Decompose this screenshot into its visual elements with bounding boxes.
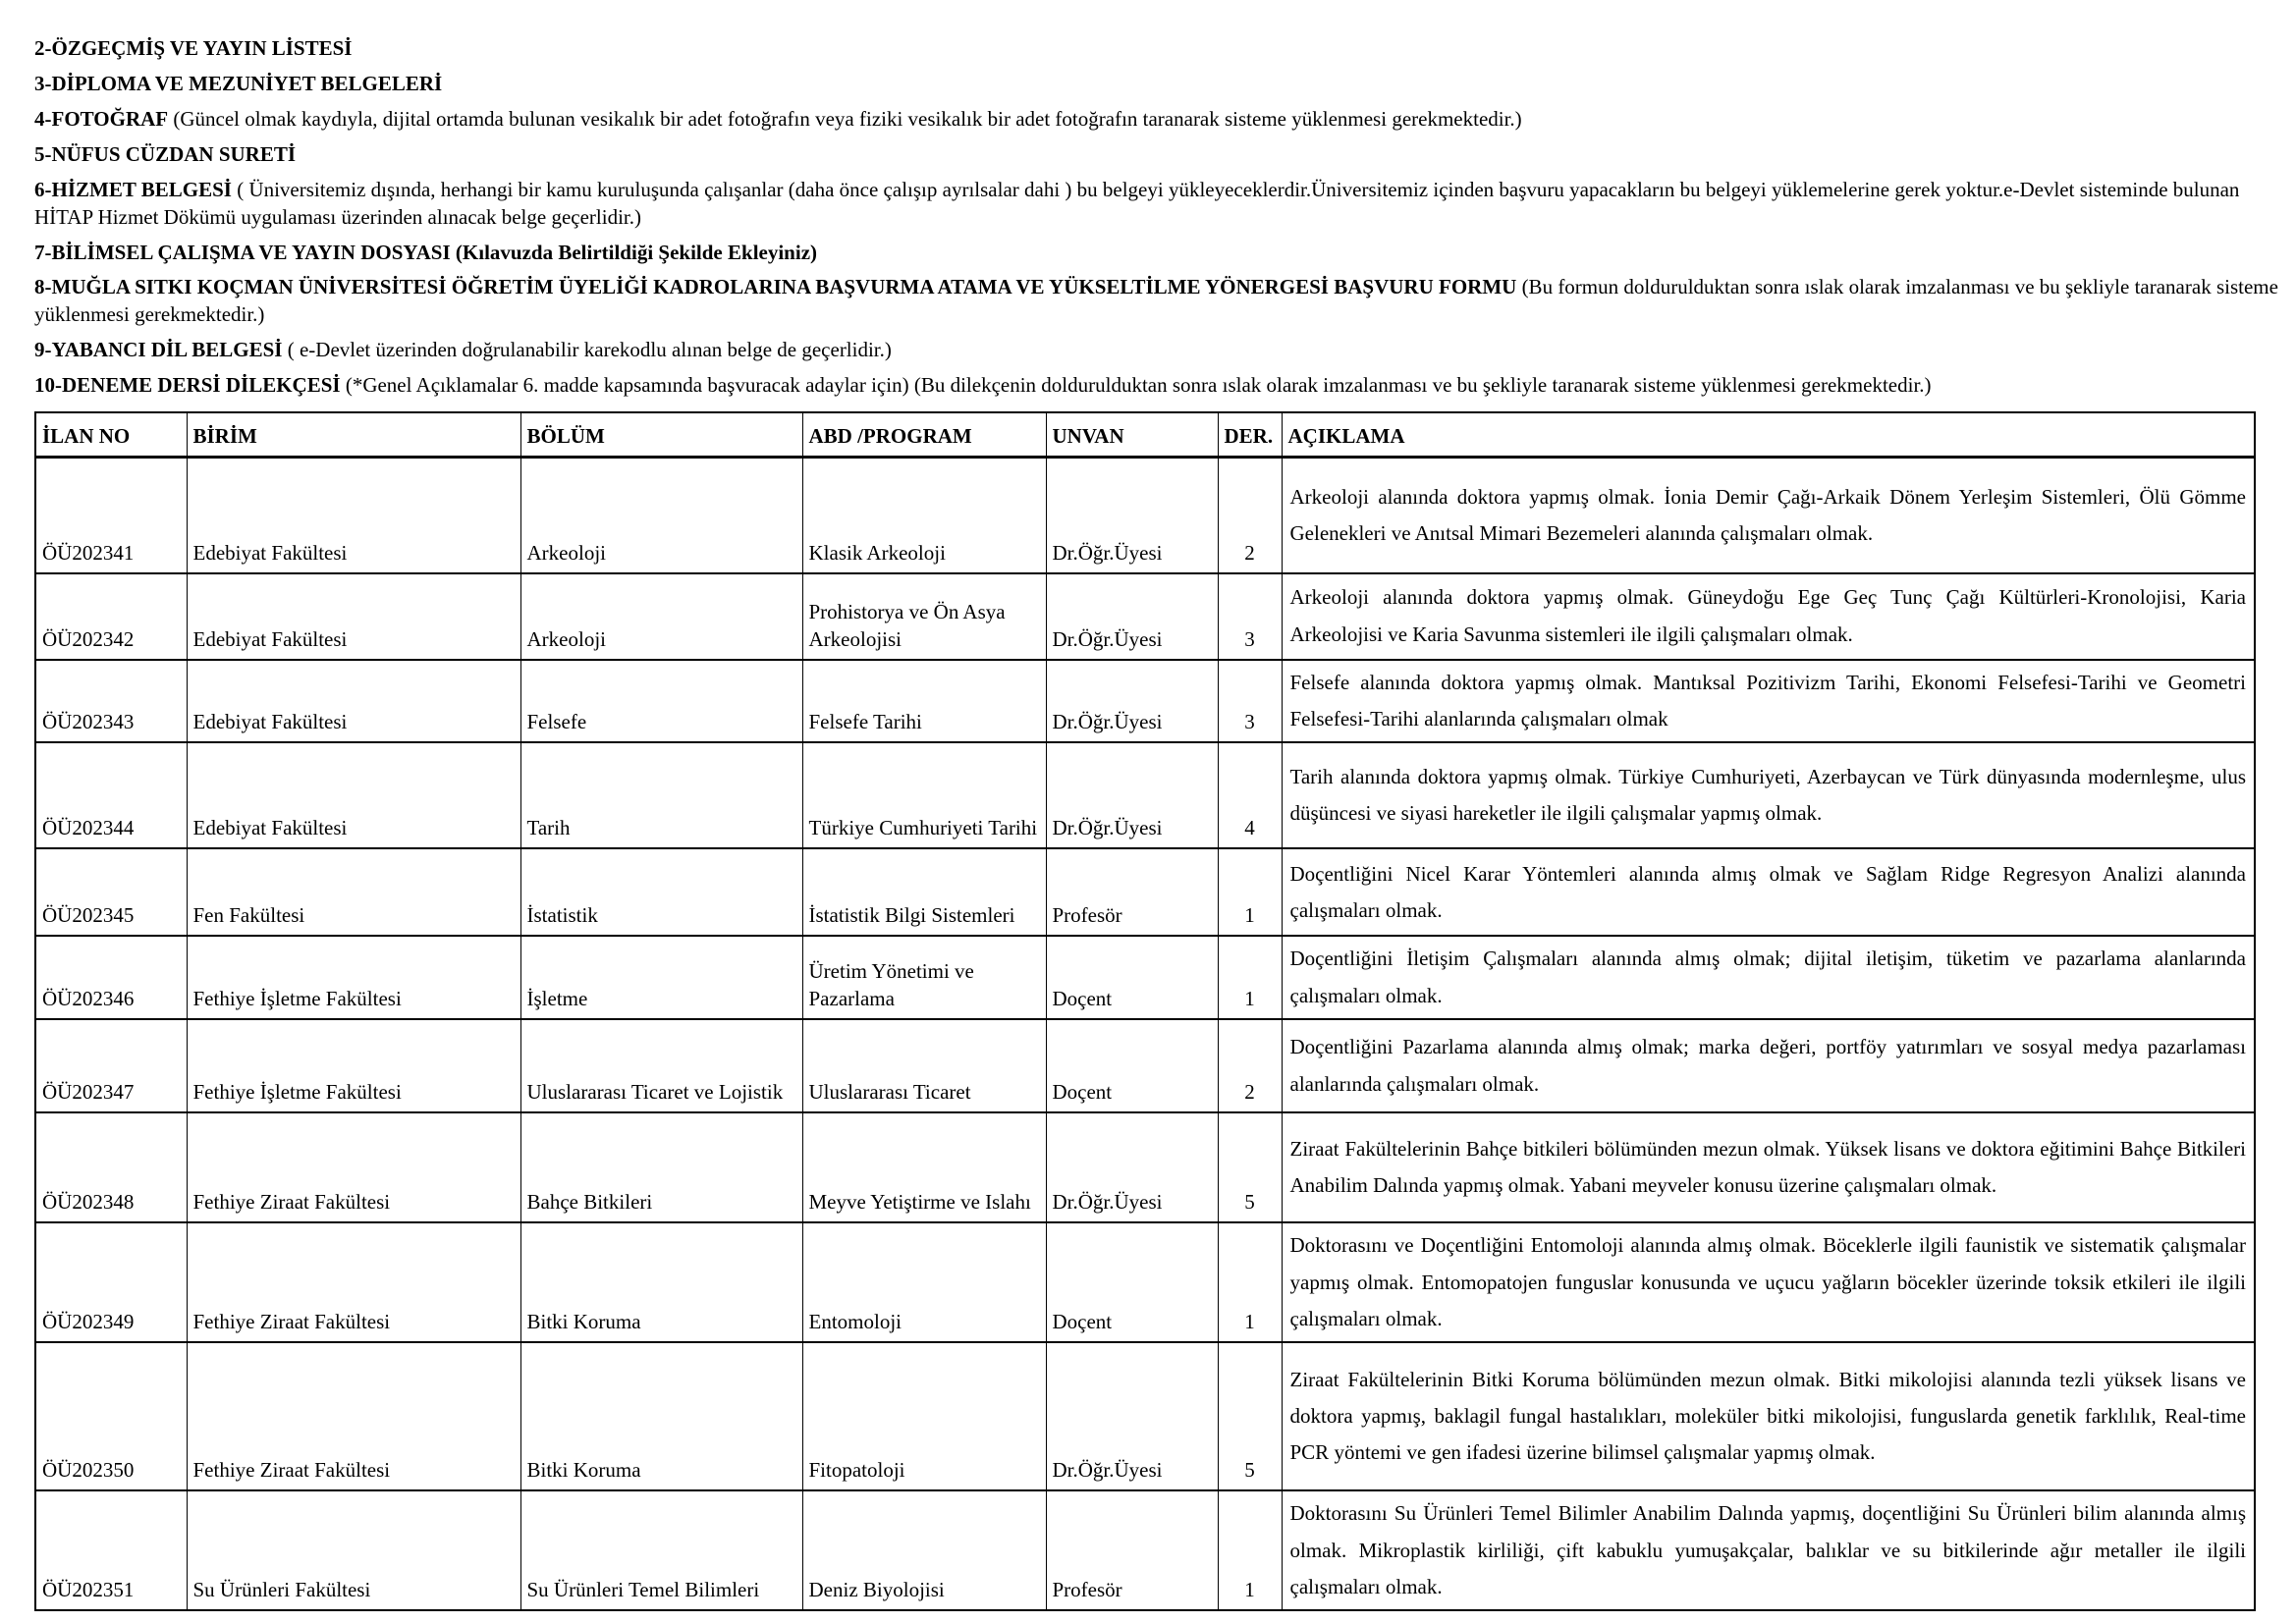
cell-bolum: Uluslararası Ticaret ve Lojistik: [520, 1019, 802, 1112]
table-row: [35, 1342, 2255, 1490]
header-cell-abd-program: ABD /PROGRAM: [802, 412, 1046, 458]
document-note: [34, 372, 2280, 400]
note-title: 9-YABANCI DİL BELGESİ: [34, 338, 283, 362]
note-text: (Bu formun doldurulduktan sonra ıslak olarak imzalanması ve bu şekliyle taranarak sisteme yüklenmesi gerekmektedir.): [34, 275, 2278, 327]
cell-abd-program: Felsefe Tarihi: [802, 660, 1046, 743]
cell-birim: Edebiyat Fakültesi: [187, 660, 520, 743]
cell-der: 5: [1218, 1342, 1282, 1490]
note-title: 3-DİPLOMA VE MEZUNİYET BELGELERİ: [34, 71, 443, 95]
cell-abd-program: Uluslararası Ticaret: [802, 1019, 1046, 1112]
cell-ilan-no: ÖÜ202349: [35, 1222, 187, 1342]
cell-aciklama: Ziraat Fakültelerinin Bitki Koruma bölümünden mezun olmak. Bitki mikolojisi alanında tezli yüksek lisans ve doktora yapmış, baklagil fungal hastalıkları, moleküler bitki mikolojisi, funguslarda genetik farklılık, Real-time PCR yöntemi ve gen ifadesi üzerine bilimsel çalışmalar yapmış olmak.: [1282, 1342, 2255, 1490]
cell-aciklama: Doçentliğini Pazarlama alanında almış olmak; marka değeri, portföy yatırımları ve sosyal medya pazarlaması alanlarında çalışmaları olmak.: [1282, 1019, 2255, 1112]
table-row: [35, 458, 2255, 573]
cell-abd-program: Türkiye Cumhuriyeti Tarihi: [802, 742, 1046, 848]
cell-birim: Fethiye Ziraat Fakültesi: [187, 1112, 520, 1222]
cell-birim: Su Ürünleri Fakültesi: [187, 1490, 520, 1610]
note-text: (*Genel Açıklamalar 6. madde kapsamında başvuracak adaylar için) (Bu dilekçenin doldurulduktan sonra ıslak olarak imzalanması ve bu şekliyle taranarak sisteme yüklenmesi gerekmektedir.): [340, 373, 1932, 398]
note-text: ( e-Devlet üzerinden doğrulanabilir karekodlu alınan belge de geçerlidir.): [282, 338, 892, 362]
cell-ilan-no: ÖÜ202350: [35, 1342, 187, 1490]
cell-ilan-no: ÖÜ202345: [35, 848, 187, 936]
vacancy-table: [34, 411, 2256, 1611]
cell-aciklama: Felsefe alanında doktora yapmış olmak. Mantıksal Pozitivizm Tarihi, Ekonomi Felsefesi-Tarihi ve Geometri Felsefesi-Tarihi alanlarında çalışmaları olmak: [1282, 660, 2255, 743]
cell-der: 2: [1218, 1019, 1282, 1112]
header-cell-ilan-no: İLAN NO: [35, 412, 187, 458]
cell-unvan: Dr.Öğr.Üyesi: [1046, 458, 1218, 573]
table-header-row: [35, 412, 2255, 458]
note-title: 4-FOTOĞRAF: [34, 106, 169, 131]
cell-aciklama: Ziraat Fakültelerinin Bahçe bitkileri bölümünden mezun olmak. Yüksek lisans ve doktora eğitimini Bahçe Bitkileri Anabilim Dalında yapmış olmak. Yabani meyveler konusu üzerine çalışmaları olmak.: [1282, 1112, 2255, 1222]
cell-aciklama: Doktorasını ve Doçentliğini Entomoloji alanında almış olmak. Böceklerle ilgili faunistik ve sistematik çalışmalar yapmış olmak. Entomopatojen funguslar konusunda ve uçucu yağların böcekler üzerinde toksik etkileri ile ilgili çalışmaları olmak.: [1282, 1222, 2255, 1342]
header-cell-bolum: BÖLÜM: [520, 412, 802, 458]
cell-der: 1: [1218, 936, 1282, 1019]
cell-aciklama: Tarih alanında doktora yapmış olmak. Türkiye Cumhuriyeti, Azerbaycan ve Türk dünyasında modernleşme, ulus düşüncesi ve siyasi hareketler ile ilgili çalışmalar yapmış olmak.: [1282, 742, 2255, 848]
cell-ilan-no: ÖÜ202342: [35, 573, 187, 660]
cell-bolum: Felsefe: [520, 660, 802, 743]
cell-aciklama: Arkeoloji alanında doktora yapmış olmak. Güneydoğu Ege Geç Tunç Çağı Kültürleri-Kronolojisi, Karia Arkeolojisi ve Karia Savunma sistemleri ile ilgili çalışmaları olmak.: [1282, 573, 2255, 660]
cell-ilan-no: ÖÜ202347: [35, 1019, 187, 1112]
note-title: 5-NÜFUS CÜZDAN SURETİ: [34, 141, 297, 166]
header-cell-birim: BİRİM: [187, 412, 520, 458]
cell-der: 1: [1218, 1490, 1282, 1610]
cell-abd-program: Üretim Yönetimi ve Pazarlama: [802, 936, 1046, 1019]
cell-unvan: Dr.Öğr.Üyesi: [1046, 1342, 1218, 1490]
cell-ilan-no: ÖÜ202344: [35, 742, 187, 848]
cell-abd-program: Deniz Biyolojisi: [802, 1490, 1046, 1610]
table-row: [35, 1490, 2255, 1610]
document-note: [34, 274, 2280, 329]
header-cell-unvan: UNVAN: [1046, 412, 1218, 458]
cell-bolum: Arkeoloji: [520, 573, 802, 660]
table-row: [35, 660, 2255, 743]
note-title: 2-ÖZGEÇMİŞ VE YAYIN LİSTESİ: [34, 36, 353, 60]
cell-der: 4: [1218, 742, 1282, 848]
table-row: [35, 936, 2255, 1019]
cell-bolum: Bitki Koruma: [520, 1222, 802, 1342]
cell-der: 1: [1218, 848, 1282, 936]
cell-aciklama: Doçentliğini Nicel Karar Yöntemleri alanında almış olmak ve Sağlam Ridge Regresyon Analizi alanında çalışmaları olmak.: [1282, 848, 2255, 936]
note-text: ( Üniversitemiz dışında, herhangi bir kamu kuruluşunda çalışanlar (daha önce çalışıp ayrılsalar dahi ) bu belgeyi yükleyeceklerdir.Üniversitemiz içinden başvuru yapacakların bu belgeyi yüklemelerine gerek yoktur.e-Devlet sisteminde bulunan HİTAP Hizmet Dökümü uygulaması üzerinden alınacak belge geçerlidir.): [34, 177, 2240, 229]
cell-ilan-no: ÖÜ202341: [35, 458, 187, 573]
cell-birim: Fethiye Ziraat Fakültesi: [187, 1342, 520, 1490]
cell-bolum: İşletme: [520, 936, 802, 1019]
cell-der: 2: [1218, 458, 1282, 573]
cell-abd-program: Fitopatoloji: [802, 1342, 1046, 1490]
cell-unvan: Doçent: [1046, 936, 1218, 1019]
note-title: 7-BİLİMSEL ÇALIŞMA VE YAYIN DOSYASI (Kılavuzda Belirtildiği Şekilde Ekleyiniz): [34, 240, 818, 264]
document-note: [34, 71, 2280, 98]
cell-birim: Edebiyat Fakültesi: [187, 742, 520, 848]
cell-abd-program: Entomoloji: [802, 1222, 1046, 1342]
table-row: [35, 848, 2255, 936]
cell-aciklama: Doktorasını Su Ürünleri Temel Bilimler Anabilim Dalında yapmış, doçentliğini Su Ürünleri bilim alanında almış olmak. Mikroplastik kirliliği, çift kabuklu yumuşakçalar, balıklar ve su bitkilerinde ağır metaller ile ilgili çalışmaları olmak.: [1282, 1490, 2255, 1610]
document-note: [34, 240, 2280, 267]
cell-aciklama: Doçentliğini İletişim Çalışmaları alanında almış olmak; dijital iletişim, tüketim ve pazarlama alanlarında çalışmaları olmak.: [1282, 936, 2255, 1019]
header-cell-aciklama: AÇIKLAMA: [1282, 412, 2255, 458]
cell-unvan: Dr.Öğr.Üyesi: [1046, 742, 1218, 848]
cell-ilan-no: ÖÜ202343: [35, 660, 187, 743]
cell-unvan: Doçent: [1046, 1222, 1218, 1342]
table-row: [35, 742, 2255, 848]
cell-birim: Fethiye İşletme Fakültesi: [187, 1019, 520, 1112]
note-title: 10-DENEME DERSİ DİLEKÇESİ: [34, 373, 341, 398]
document-note: [34, 141, 2280, 169]
document-note: [34, 177, 2280, 232]
cell-birim: Fethiye İşletme Fakültesi: [187, 936, 520, 1019]
cell-birim: Edebiyat Fakültesi: [187, 458, 520, 573]
cell-ilan-no: ÖÜ202346: [35, 936, 187, 1019]
cell-ilan-no: ÖÜ202348: [35, 1112, 187, 1222]
document-note: [34, 35, 2280, 63]
cell-unvan: Doçent: [1046, 1019, 1218, 1112]
header-cell-der: DER.: [1218, 412, 1282, 458]
cell-unvan: Dr.Öğr.Üyesi: [1046, 1112, 1218, 1222]
cell-abd-program: Klasik Arkeoloji: [802, 458, 1046, 573]
table-row: [35, 573, 2255, 660]
cell-abd-program: Prohistorya ve Ön Asya Arkeolojisi: [802, 573, 1046, 660]
note-text: (Güncel olmak kaydıyla, dijital ortamda bulunan vesikalık bir adet fotoğrafın veya fiziki vesikalık bir adet fotoğrafın taranarak sisteme yüklenmesi gerekmektedir.): [168, 106, 1522, 131]
cell-der: 1: [1218, 1222, 1282, 1342]
table-row: [35, 1222, 2255, 1342]
note-title: 8-MUĞLA SITKI KOÇMAN ÜNİVERSİTESİ ÖĞRETİM ÜYELİĞİ KADROLARINA BAŞVURMA ATAMA VE YÜKSELTİLME YÖNERGESİ BAŞVURU FORMU: [34, 275, 1517, 299]
cell-bolum: Bahçe Bitkileri: [520, 1112, 802, 1222]
cell-ilan-no: ÖÜ202351: [35, 1490, 187, 1610]
note-title: 6-HİZMET BELGESİ: [34, 177, 232, 201]
cell-bolum: İstatistik: [520, 848, 802, 936]
cell-der: 5: [1218, 1112, 1282, 1222]
cell-birim: Fen Fakültesi: [187, 848, 520, 936]
document-note: [34, 106, 2280, 134]
cell-birim: Edebiyat Fakültesi: [187, 573, 520, 660]
cell-bolum: Su Ürünleri Temel Bilimleri: [520, 1490, 802, 1610]
cell-der: 3: [1218, 573, 1282, 660]
cell-unvan: Profesör: [1046, 848, 1218, 936]
cell-bolum: Bitki Koruma: [520, 1342, 802, 1490]
cell-aciklama: Arkeoloji alanında doktora yapmış olmak. İonia Demir Çağı-Arkaik Dönem Yerleşim Sistemleri, Ölü Gömme Gelenekleri ve Anıtsal Mimari Bezemeleri alanında çalışmaları olmak.: [1282, 458, 2255, 573]
cell-bolum: Arkeoloji: [520, 458, 802, 573]
cell-unvan: Dr.Öğr.Üyesi: [1046, 660, 1218, 743]
cell-unvan: Dr.Öğr.Üyesi: [1046, 573, 1218, 660]
cell-birim: Fethiye Ziraat Fakültesi: [187, 1222, 520, 1342]
cell-abd-program: İstatistik Bilgi Sistemleri: [802, 848, 1046, 936]
cell-der: 3: [1218, 660, 1282, 743]
table-row: [35, 1019, 2255, 1112]
cell-abd-program: Meyve Yetiştirme ve Islahı: [802, 1112, 1046, 1222]
cell-unvan: Profesör: [1046, 1490, 1218, 1610]
table-row: [35, 1112, 2255, 1222]
required-documents-list: [34, 35, 2280, 400]
document-note: [34, 337, 2280, 364]
cell-bolum: Tarih: [520, 742, 802, 848]
